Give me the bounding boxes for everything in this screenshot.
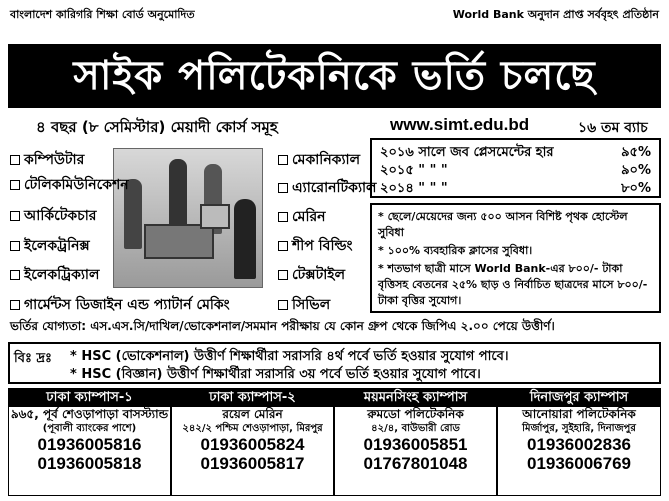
course-item: ইলেকট্রিক্যাল [10,263,99,287]
course-duration-title: ৪ বছর (৮ সেমিস্টার) মেয়াদী কোর্স সমূহ [36,118,278,136]
placement-rate: ৯০% [621,163,651,178]
placement-row [380,161,651,179]
campus-address: ২৪২/২ পশ্চিম শেওড়াপাড়া, মিরপুর [182,423,323,434]
phone-number[interactable]: 01936005851 [363,435,468,454]
admission-headline: সাইক পলিটেকনিকে ভর্তি চলছে [8,44,661,108]
campus-address: (পূবালী ব্যাংকের পাশে) [42,423,137,434]
checkbox-icon [10,241,20,251]
campus-name: দিনাজপুর ক্যাম্পাস [498,389,660,407]
note-line: * HSC (ভোকেশনাল) উত্তীর্ণ শিক্ষার্থীরা সরাসরি ৪র্থ পর্বে ভর্তি হওয়ার সুযোগ পাবে। [70,349,509,364]
campus-card [8,388,171,496]
campus-subtitle: ৯৬৫, পূর্ব শেওড়াপাড়া বাসস্ট্যান্ড [10,407,169,421]
campus-card [334,388,497,496]
campus-contacts [8,388,661,496]
campus-name: ময়মনসিংহ ক্যাম্পাস [335,389,496,407]
course-item: মেরিন [278,205,326,229]
course-list-right [278,148,377,318]
benefit-item: * ছেলে/মেয়েদের জন্য ৫০০ আসন বিশিষ্ট পৃথক হোস্টেল সুবিধা [378,210,628,239]
benefit-item: * শতভাগ ছাত্রী মাসে World Bank-এর ৮০০/- টাকা বৃত্তিসহ বেতনের ২৫% ছাড় ও নির্বাচিত ছাত্রদের মাসে ৮০০/- টাকা বৃত্তির সুযোগ। [378,262,648,307]
phone-number[interactable]: 01767801048 [363,454,468,473]
course-item: টেক্সটাইল [278,263,345,287]
checkbox-icon [10,270,20,280]
placement-row [380,179,651,197]
placement-rate: ৮০% [621,181,651,196]
campus-address: মির্জাপুর, সুইহারি, দিনাজপুর [522,423,636,434]
checkbox-icon [278,155,288,165]
website-link[interactable]: www.simt.edu.bd [390,115,530,134]
course-item: সিভিল [278,293,330,317]
phone-number[interactable]: 01936002836 [526,435,631,454]
course-item: শীপ বিল্ডিং [278,234,353,258]
note-line: * HSC (বিজ্ঞান) উত্তীর্ণ শিক্ষার্থীরা সরাসরি ৩য় পর্বে ভর্তি হওয়ার সুযোগ পাবে। [70,367,481,382]
placement-rate: ৯৫% [621,145,651,160]
checkbox-icon [10,180,20,190]
checkbox-icon [10,155,20,165]
campus-name: ঢাকা ক্যাম্পাস-২ [172,389,333,407]
course-item: কম্পিউটার [10,148,84,172]
course-item: গার্মেন্টস ডিজাইন এন্ড প্যাটার্ন মেকিং [10,293,230,317]
phone-number[interactable]: 01936005816 [37,435,142,454]
campus-subtitle: রয়েল মেরিন [222,407,283,421]
board-approval-text: বাংলাদেশ কারিগরি শিক্ষা বোর্ড অনুমোদিত [10,8,195,21]
batch-label: ১৬ তম ব্যাচ [578,120,648,136]
benefits-box [370,203,661,313]
campus-card [497,388,661,496]
note-label: বিঃ দ্রঃ [14,351,52,366]
course-item: এ্যারোনটিক্যাল [278,176,377,200]
checkbox-icon [278,241,288,251]
campus-card [171,388,334,496]
course-item: মেকানিক্যাল [278,148,360,172]
course-list-left [10,148,280,318]
course-item: ইলেকট্রনিক্স [10,234,90,258]
checkbox-icon [278,270,288,280]
checkbox-icon [278,183,288,193]
campus-subtitle: আনোয়ারা পলিটেকনিক [522,407,636,421]
note-box [8,342,661,384]
placement-year: ২০১৪ " " " [380,181,448,196]
placement-year: ২০১৬ সালে জব প্লেসমেন্টের হার [380,145,554,160]
checkbox-icon [278,212,288,222]
placement-row [380,143,651,161]
campus-name: ঢাকা ক্যাম্পাস-১ [9,389,170,407]
phone-number[interactable]: 01936005824 [200,435,305,454]
campus-subtitle: রুমডো পলিটেকনিক [367,407,464,421]
checkbox-icon [10,300,20,310]
phone-number[interactable]: 01936005817 [200,454,305,473]
world-bank-text: World Bank অনুদান প্রাপ্ত সর্ববৃহৎ প্রতিষ্ঠান [452,8,659,21]
course-item: আর্কিটেকচার [10,204,97,228]
course-item: টেলিকমিউনিকেশন [10,173,129,197]
header-bar [10,6,659,20]
eligibility-text: ভর্তির যোগ্যতা: এস.এস.সি/দাখিল/ভোকেশনাল/সমমান পরীক্ষায় যে কোন গ্রুপ থেকে জিপিএ ২.০০ পেয়ে উত্তীর্ণ। [10,319,555,333]
phone-number[interactable]: 01936005818 [37,454,142,473]
campus-address: ৪২/৪, বাউভারী রোড [371,423,460,434]
benefit-item: * ১০০% ব্যবহারিক ক্লাসের সুবিধা। [378,244,533,257]
phone-number[interactable]: 01936006769 [526,454,631,473]
checkbox-icon [10,211,20,221]
course-info-row [8,114,661,138]
checkbox-icon [278,300,288,310]
placement-year: ২০১৫ " " " [380,163,448,178]
placement-rate-box [370,138,661,198]
